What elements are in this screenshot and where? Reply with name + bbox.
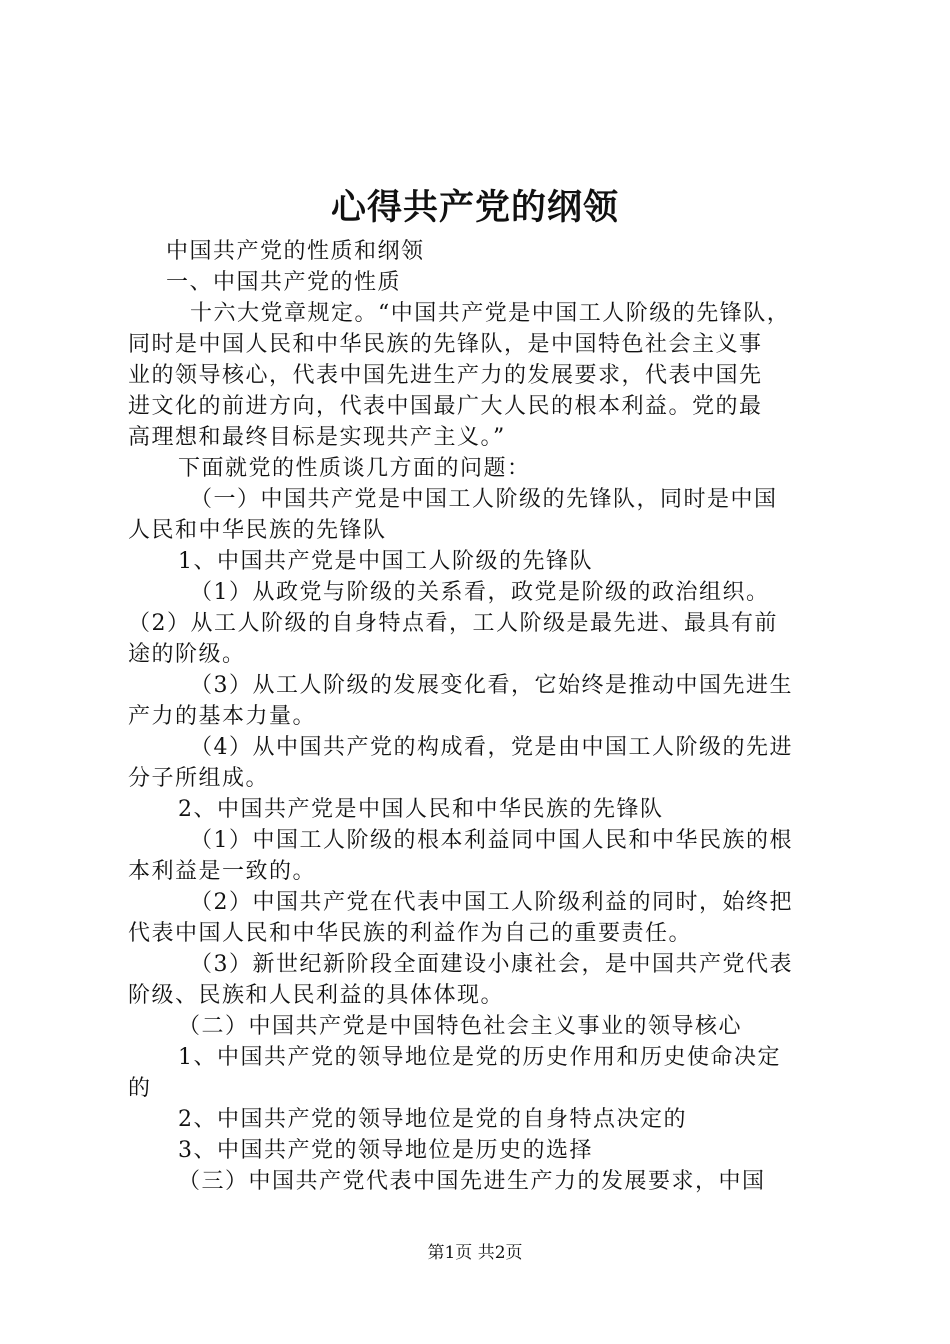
text-line: （2）从工人阶级的自身特点看，工人阶级是最先进、最具有前 (128, 611, 778, 636)
text-line: 途的阶级。 (128, 642, 246, 667)
text-line: 1、中国共产党是中国工人阶级的先锋队 (178, 549, 593, 574)
text-line: （2）中国共产党在代表中国工人阶级利益的同时，始终把 (190, 890, 793, 915)
text-line: 代表中国人民和中华民族的利益作为自己的重要责任。 (128, 921, 693, 946)
document-title: 心得共产党的纲领 (330, 187, 619, 228)
text-line: （二）中国共产党是中国特色社会主义事业的领导核心 (178, 1014, 743, 1039)
text-line: 同时是中国人民和中华民族的先锋队，是中国特色社会主义事 (128, 332, 763, 357)
text-line: 阶级、民族和人民利益的具体体现。 (128, 983, 505, 1008)
text-line: （3）从工人阶级的发展变化看，它始终是推动中国先进生 (190, 673, 793, 698)
text-line: 2、中国共产党是中国人民和中华民族的先锋队 (178, 797, 664, 822)
text-line: 2、中国共产党的领导地位是党的自身特点决定的 (178, 1107, 687, 1132)
text-line: （一）中国共产党是中国工人阶级的先锋队，同时是中国 (190, 487, 778, 512)
text-line: 分子所组成。 (128, 766, 270, 791)
text-line: 一、中国共产党的性质 (166, 270, 402, 295)
document-body (128, 236, 833, 1197)
text-line: 进文化的前进方向，代表中国最广大人民的根本利益。党的最 (128, 394, 763, 419)
text-line: 人民和中华民族的先锋队 (128, 518, 387, 543)
text-line: 1、中国共产党的领导地位是党的历史作用和历史使命决定 (178, 1045, 781, 1070)
text-line: 产力的基本力量。 (128, 704, 317, 729)
text-line: 3、中国共产党的领导地位是历史的选择 (178, 1138, 593, 1163)
text-line: 十六大党章规定。“中国共产党是中国工人阶级的先锋队， (190, 301, 791, 326)
text-line: 业的领导核心，代表中国先进生产力的发展要求，代表中国先 (128, 363, 763, 388)
text-line: 下面就党的性质谈几方面的问题： (178, 456, 531, 481)
text-line: 高理想和最终目标是实现共产主义。” (128, 425, 506, 450)
text-line: 的 (128, 1076, 152, 1101)
text-line: 中国共产党的性质和纲领 (166, 239, 425, 264)
text-line: （1）从政党与阶级的关系看，政党是阶级的政治组织。 (190, 580, 770, 605)
text-line: （三）中国共产党代表中国先进生产力的发展要求，中国 (178, 1169, 766, 1194)
page-footer: 第1页 共2页 (427, 1243, 523, 1263)
text-line: （3）新世纪新阶段全面建设小康社会，是中国共产党代表 (190, 952, 793, 977)
text-line: 本利益是一致的。 (128, 859, 317, 884)
text-line: （4）从中国共产党的构成看，党是由中国工人阶级的先进 (190, 735, 793, 760)
text-line: （1）中国工人阶级的根本利益同中国人民和中华民族的根 (190, 828, 793, 853)
